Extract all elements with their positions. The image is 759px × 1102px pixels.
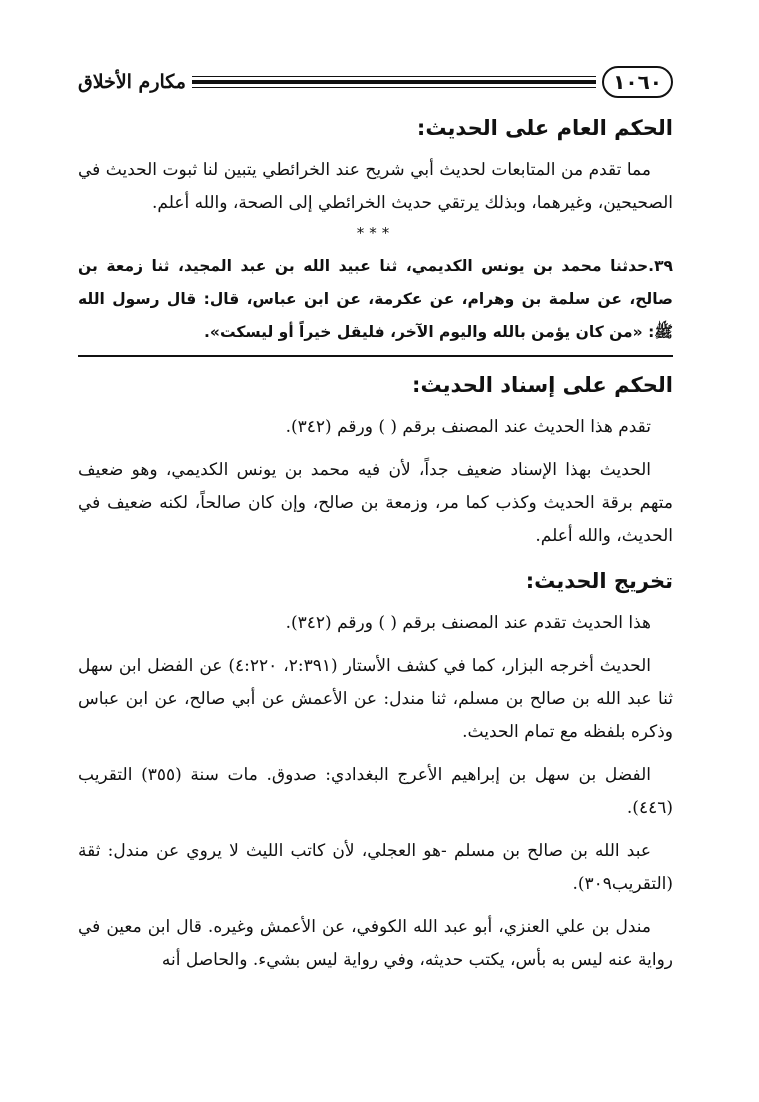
paragraph-takhrij-5: مندل بن علي العنزي، أبو عبد الله الكوفي، عن الأعمش وغيره. قال ابن معين في رواية عنه ليس به بأس، يكتب حديثه، وفي رواية ليس بشيء. والحاصل أنه xyxy=(78,917,673,970)
paragraph-takhrij-2: الحديث أخرجه البزار، كما في كشف الأستار (٢:٣٩١، ٤:٢٢٠) عن الفضل ابن سهل ثنا عبد الله بن صالح بن مسلم، ثنا مندل: عن الأعمش عن أبي صالح، عن ابن عباس وذكره بلفظه مع تمام الحديث. xyxy=(78,656,673,742)
header-rule xyxy=(192,73,596,91)
paragraph-general-ruling: مما تقدم من المتابعات لحديث أبي شريح عند الخرائطي يتبين لنا ثبوت الحديث في الصحيحين، وغيرهما، وبذلك يرتقي حديث الخرائطي إلى الصحة، والله أعلم. xyxy=(78,160,673,213)
section-heading-takhrij: تخريج الحديث: xyxy=(525,569,673,593)
paragraph-takhrij-1: هذا الحديث تقدم عند المصنف برقم ( ) ورقم (٣٤٢). xyxy=(285,613,651,633)
section-heading-general-ruling: الحكم العام على الحديث: xyxy=(416,116,673,140)
book-title: مكارم الأخلاق xyxy=(78,71,186,93)
paragraph-takhrij-3: الفضل بن سهل بن إبراهيم الأعرج البغدادي: صدوق. مات سنة (٣٥٥) التقريب (٤٤٦). xyxy=(78,765,673,818)
paragraph-isnad-1: تقدم هذا الحديث عند المصنف برقم ( ) ورقم (٣٤٢). xyxy=(285,417,651,437)
section-heading-isnad-ruling: الحكم على إسناد الحديث: xyxy=(412,373,673,397)
page-body xyxy=(78,112,673,977)
running-header xyxy=(78,62,673,102)
hadith-text: ٣٩.حدثنا محمد بن يونس الكديمي، ثنا عبيد الله بن عبد المجيد، ثنا زمعة بن صالح، عن سلمة بن وهرام، عن عكرمة، عن ابن عباس، قال: قال رسول الله ﷺ: «من كان يؤمن بالله واليوم الآخر، فليقل خيراً أو ليسكت». xyxy=(78,257,673,341)
paragraph-takhrij-4: عبد الله بن صالح بن مسلم -هو العجلي، لأن كاتب الليث لا يروي عن مندل: ثقة (التقريب٣٠٩). xyxy=(78,841,673,894)
paragraph-isnad-2: الحديث بهذا الإسناد ضعيف جداً، لأن فيه محمد بن يونس الكديمي، وهو ضعيف متهم برقة الحديث وكذب كما مر، وزمعة بن صالح، وإن كان صالحاً، لكنه ضعيف في الحديث، والله أعلم. xyxy=(78,460,673,546)
separator-stars: *** xyxy=(356,224,395,242)
hadith-divider xyxy=(78,355,673,357)
page-number: ١٠٦٠ xyxy=(602,66,673,98)
